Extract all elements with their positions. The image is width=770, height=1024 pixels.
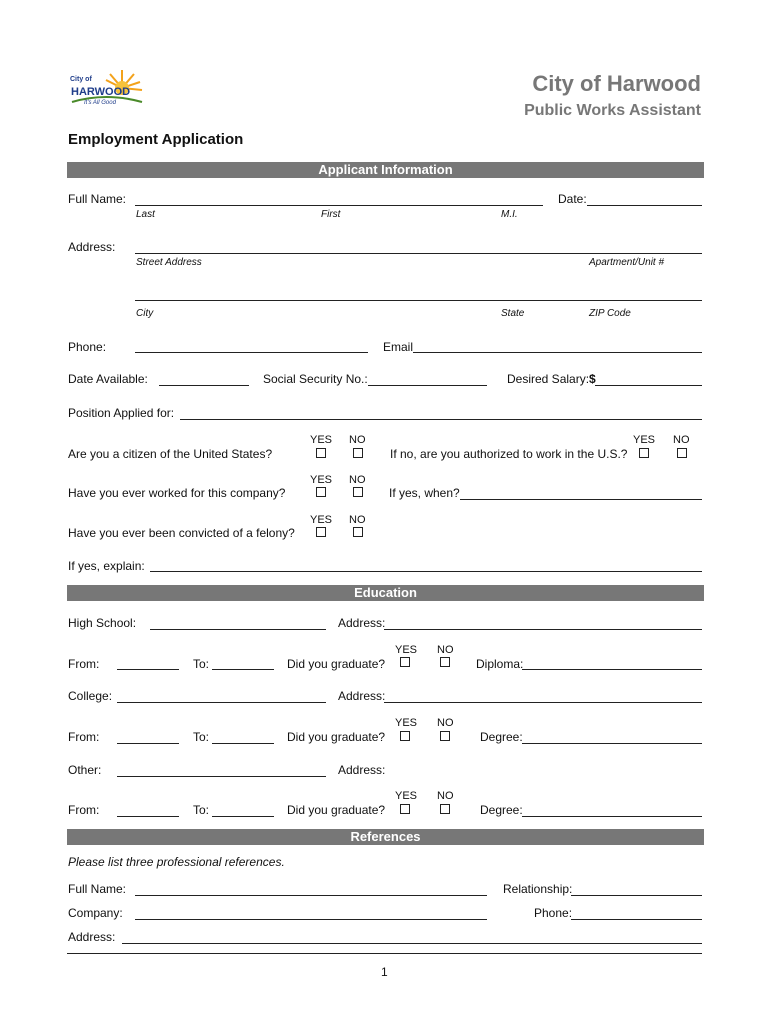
hs-graduate-yes-label: YES (395, 644, 418, 656)
logo-text-top: City of (70, 76, 92, 83)
phone-field[interactable] (135, 352, 368, 353)
references-instruction: Please list three professional references. (68, 855, 285, 869)
state-caption: State (501, 308, 525, 319)
page-title: City of Harwood (532, 71, 701, 96)
reference-address-second-line[interactable] (67, 953, 702, 954)
diploma-label: Diploma: (476, 657, 524, 671)
hs-from-label: From: (68, 657, 100, 671)
street-address-field[interactable] (135, 253, 702, 254)
other-graduate-yes-checkbox[interactable] (400, 804, 410, 814)
reference-company-label: Company: (68, 906, 123, 920)
hs-to-field[interactable] (212, 669, 274, 670)
logo-tagline: It's All Good (84, 100, 116, 106)
authorized-no-checkbox[interactable] (677, 448, 687, 458)
college-from-label: From: (68, 730, 100, 744)
position-label: Position Applied for: (68, 406, 175, 420)
other-degree-label: Degree: (480, 803, 523, 817)
college-degree-field[interactable] (522, 743, 702, 744)
felony-no-label: NO (349, 514, 366, 526)
college-graduate-yes-checkbox[interactable] (400, 731, 410, 741)
citizen-no-checkbox[interactable] (353, 448, 363, 458)
felony-yes-label: YES (310, 514, 333, 526)
if-yes-explain-label: If yes, explain: (68, 559, 145, 573)
full-name-label: Full Name: (68, 192, 127, 206)
felony-yes-checkbox[interactable] (316, 527, 326, 537)
other-from-field[interactable] (117, 816, 179, 817)
authorized-yes-checkbox[interactable] (639, 448, 649, 458)
high-school-field[interactable] (150, 629, 326, 630)
other-school-field[interactable] (117, 776, 326, 777)
other-address-label: Address: (338, 763, 386, 777)
job-title: Public Works Assistant (524, 102, 701, 119)
email-label: Email (383, 340, 414, 354)
diploma-field[interactable] (522, 669, 702, 670)
other-graduate-no-label: NO (437, 790, 454, 802)
worked-yes-checkbox[interactable] (316, 487, 326, 497)
form-heading: Employment Application (68, 131, 244, 148)
citizen-no-label: NO (349, 434, 366, 446)
authorized-no-label: NO (673, 434, 690, 446)
college-to-field[interactable] (212, 743, 274, 744)
hs-graduate-no-checkbox[interactable] (440, 657, 450, 667)
reference-relationship-field[interactable] (571, 895, 702, 896)
college-graduate-no-checkbox[interactable] (440, 731, 450, 741)
hs-graduate-no-label: NO (437, 644, 454, 656)
city-state-zip-field[interactable] (135, 300, 702, 301)
city-caption: City (136, 308, 154, 319)
other-graduate-yes-label: YES (395, 790, 418, 802)
college-to-label: To: (193, 730, 210, 744)
middle-initial-caption: M.I. (501, 209, 518, 220)
section-applicant-information: Applicant Information (67, 162, 704, 178)
reference-relationship-label: Relationship: (503, 882, 573, 896)
apartment-caption: Apartment/Unit # (589, 257, 665, 268)
hs-graduate-yes-checkbox[interactable] (400, 657, 410, 667)
authorized-question: If no, are you authorized to work in the U.S.? (390, 447, 628, 461)
section-references: References (67, 829, 704, 845)
reference-address-label: Address: (68, 930, 116, 944)
other-from-label: From: (68, 803, 100, 817)
worked-no-checkbox[interactable] (353, 487, 363, 497)
authorized-yes-label: YES (633, 434, 656, 446)
other-to-label: To: (193, 803, 210, 817)
position-field[interactable] (180, 419, 702, 420)
if-yes-when-field[interactable] (460, 499, 702, 500)
date-available-label: Date Available: (68, 372, 148, 386)
college-field[interactable] (117, 702, 326, 703)
college-graduate-no-label: NO (437, 717, 454, 729)
date-available-field[interactable] (159, 385, 249, 386)
reference-address-field[interactable] (122, 943, 702, 944)
ssn-field[interactable] (368, 385, 487, 386)
worked-no-label: NO (349, 474, 366, 486)
high-school-label: High School: (68, 616, 137, 630)
other-graduate-question: Did you graduate? (287, 803, 386, 817)
high-school-address-field[interactable] (384, 629, 702, 630)
felony-question: Have you ever been convicted of a felony? (68, 526, 295, 540)
zip-caption: ZIP Code (589, 308, 631, 319)
other-label: Other: (68, 763, 102, 777)
if-yes-explain-field[interactable] (150, 571, 702, 572)
citizen-question: Are you a citizen of the United States? (68, 447, 273, 461)
section-education: Education (67, 585, 704, 601)
high-school-address-label: Address: (338, 616, 386, 630)
email-field[interactable] (413, 352, 702, 353)
hs-from-field[interactable] (117, 669, 179, 670)
reference-phone-field[interactable] (571, 919, 702, 920)
if-yes-when-label: If yes, when? (389, 486, 460, 500)
college-degree-label: Degree: (480, 730, 523, 744)
city-logo (68, 68, 146, 112)
date-label: Date: (558, 192, 587, 206)
ssn-label: Social Security No.: (263, 372, 368, 386)
last-name-caption: Last (136, 209, 155, 220)
hs-to-label: To: (193, 657, 210, 671)
other-to-field[interactable] (212, 816, 274, 817)
hs-graduate-question: Did you graduate? (287, 657, 386, 671)
worked-yes-label: YES (310, 474, 333, 486)
felony-no-checkbox[interactable] (353, 527, 363, 537)
address-label: Address: (68, 240, 116, 254)
worked-question: Have you ever worked for this company? (68, 486, 286, 500)
other-graduate-no-checkbox[interactable] (440, 804, 450, 814)
date-field[interactable] (587, 205, 702, 206)
college-graduate-yes-label: YES (395, 717, 418, 729)
citizen-yes-checkbox[interactable] (316, 448, 326, 458)
college-address-label: Address: (338, 689, 386, 703)
desired-salary-label: Desired Salary:$ (507, 372, 596, 386)
first-name-caption: First (321, 209, 341, 220)
page-number: 1 (381, 965, 388, 979)
desired-salary-field[interactable] (595, 385, 702, 386)
reference-phone-label: Phone: (534, 906, 573, 920)
phone-label: Phone: (68, 340, 107, 354)
college-label: College: (68, 689, 113, 703)
reference-company-field[interactable] (135, 919, 487, 920)
college-from-field[interactable] (117, 743, 179, 744)
reference-full-name-field[interactable] (135, 895, 487, 896)
other-degree-field[interactable] (522, 816, 702, 817)
logo-text-main: HARWOOD (71, 86, 131, 98)
full-name-field[interactable] (135, 205, 543, 206)
college-address-field[interactable] (384, 702, 702, 703)
street-address-caption: Street Address (136, 257, 202, 268)
college-graduate-question: Did you graduate? (287, 730, 386, 744)
reference-full-name-label: Full Name: (68, 882, 127, 896)
citizen-yes-label: YES (310, 434, 333, 446)
dollar-sign: $ (589, 372, 596, 386)
